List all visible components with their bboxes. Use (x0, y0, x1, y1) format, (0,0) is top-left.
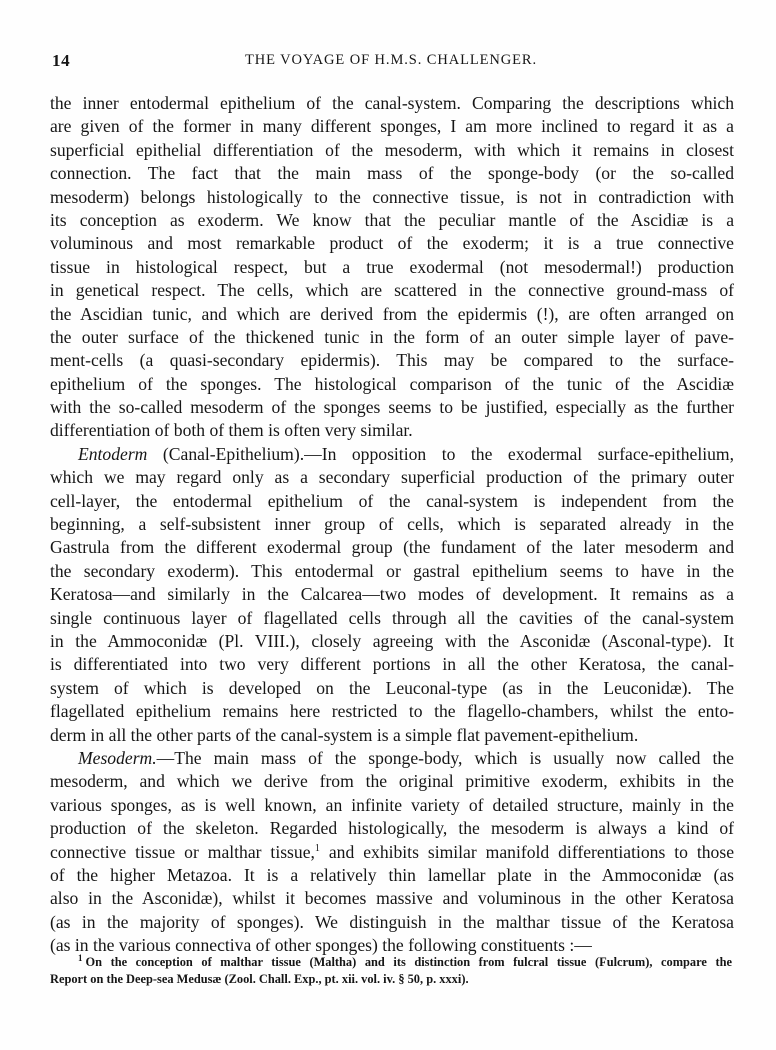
footnote-marker: 1 (78, 953, 83, 963)
text-line: its conception as exoderm. We know that the peculiar mantle of the Ascidiæ is a (50, 209, 734, 230)
text-line: various sponges, as is well known, an infinite variety of detailed structure, mainly in the (50, 794, 734, 815)
text-line: system of which is developed on the Leuconal-type (as in the Leuconidæ). The (50, 677, 734, 698)
text-run: (Canal-Epithelium).—In opposition to the exodermal surface-epithelium, (147, 443, 734, 464)
text-line (50, 841, 734, 864)
text-line: the Ascidian tunic, and which are derived from the epidermis (!), are often arranged on (50, 303, 734, 324)
text-line: connection. The fact that the main mass of the sponge-body (or the so-called (50, 163, 734, 184)
text-line: the outer surface of the thickened tunic in the form of an outer simple layer of pave- (50, 326, 734, 347)
text-line: Keratosa—and similarly in the Calcarea—two modes of development. It remains as a (50, 584, 734, 605)
text-line: (as in the majority of sponges). We distinguish in the malthar tissue of the Keratosa (50, 911, 734, 932)
footnotes (50, 954, 732, 988)
text-line: in the Ammoconidæ (Pl. VIII.), closely agreeing with the Asconidæ (Asconal-type). It (50, 630, 734, 651)
text-line: voluminous and most remarkable product of the exoderm; it is a true connective (50, 233, 734, 254)
footnote-line: Report on the Deep-sea Medusæ (Zool. Chall. Exp., pt. xii. vol. iv. § 50, p. xxxi). (50, 972, 469, 986)
section-heading-mesoderm: Mesoderm. (78, 747, 157, 768)
text-line: production of the skeleton. Regarded histologically, the mesoderm is always a kind of (50, 818, 734, 839)
running-head: THE VOYAGE OF H.M.S. CHALLENGER. (245, 52, 537, 68)
text-line: ment-cells (a quasi-secondary epidermis). This may be compared to the surface- (50, 350, 734, 371)
page-number: 14 (52, 51, 71, 70)
text-line (50, 747, 734, 770)
text-line: are given of the former in many different sponges, I am more inclined to regard it as a (50, 116, 734, 137)
text-line: single continuous layer of flagellated cells through all the cavities of the canal-system (50, 607, 734, 628)
text-line: the secondary exoderm). This entodermal or gastral epithelium seems to have in the (50, 560, 734, 581)
text-line: cell-layer, the entodermal epithelium of the canal-system is independent from the (50, 490, 734, 511)
text-line: in genetical respect. The cells, which are scattered in the connective ground-mass of (50, 280, 734, 301)
paragraph-mesoderm (50, 747, 734, 958)
text-line: with the so-called mesoderm of the sponges seems to be justified, especially as the further (50, 397, 734, 418)
text-line: superficial epithelial differentiation of the mesoderm, with which it remains in closest (50, 139, 734, 160)
text-line: (as in the various connectiva of other sponges) the following constituents :— (50, 935, 592, 956)
text-line: Gastrula from the different exodermal group (the fundament of the later mesoderm and (50, 537, 734, 558)
text-line: differentiation of both of them is often very similar. (50, 420, 413, 441)
text-line: mesoderm, and which we derive from the original primitive exoderm, exhibits in the (50, 771, 734, 792)
text-line: derm in all the other parts of the canal-system is a simple flat pavement-epithelium. (50, 724, 639, 745)
text-run: connective tissue or malthar tissue, (50, 841, 315, 862)
text-line: beginning, a self-subsistent inner group of cells, which is separated already in the (50, 514, 734, 535)
paragraph-entoderm (50, 443, 734, 747)
footnote-reference[interactable]: 1 (314, 842, 320, 854)
page-header (50, 48, 732, 72)
text-line: also in the Asconidæ), whilst it becomes massive and voluminous in the other Keratosa (50, 888, 734, 909)
footnote-line (50, 954, 732, 971)
section-heading-entoderm: Entoderm (78, 443, 148, 464)
text-line: which we may regard only as a secondary superficial production of the primary outer (50, 467, 734, 488)
text-line: of the higher Metazoa. It is a relatively thin lamellar plate in the Ammoconidæ (as (50, 864, 734, 885)
text-line: is differentiated into two very different portions in all the other Keratosa, the canal- (50, 654, 734, 675)
paragraph-continued (50, 92, 734, 443)
text-line: flagellated epithelium remains here restricted to the flagello-chambers, whilst the ento- (50, 701, 734, 722)
body-text (50, 92, 734, 957)
text-run: and exhibits similar manifold differentiations to those (319, 841, 734, 862)
text-line: tissue in histological respect, but a true exodermal (not mesodermal!) production (50, 256, 734, 277)
footnote-text: On the conception of malthar tissue (Maltha) and its distinction from fulcral tissue (Fulcrum), compare the (85, 955, 732, 969)
text-line: epithelium of the sponges. The histological comparison of the tunic of the Ascidiæ (50, 373, 734, 394)
text-run: —The main mass of the sponge-body, which is usually now called the (156, 747, 734, 768)
text-line: mesoderm) belongs histologically to the connective tissue, is not in contradiction with (50, 186, 734, 207)
text-line: the inner entodermal epithelium of the canal-system. Comparing the descriptions which (50, 93, 734, 113)
text-line (50, 443, 734, 466)
